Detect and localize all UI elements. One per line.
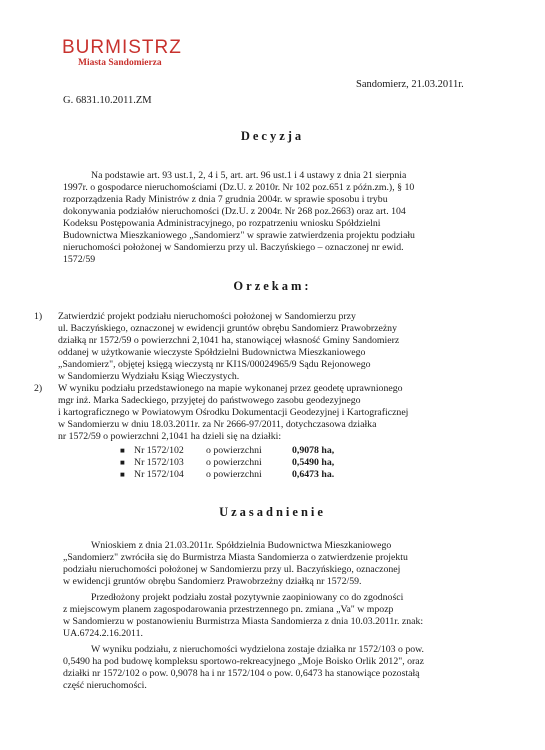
item-line: działką nr 1572/59 o powierzchni 2,1041 ha, stanowiącej własność Gminy Sandomierz <box>58 335 400 346</box>
item-number: 2) <box>34 383 43 394</box>
parcel-area: 0,9078 ha, <box>292 445 335 456</box>
intro-line: Kodeksu Postępowania Administracyjnego, po rozpatrzeniu wniosku Spółdzielni <box>63 218 381 229</box>
bullet-icon: ■ <box>120 470 125 479</box>
parcel-row <box>120 457 334 469</box>
intro-line: 1572/59 <box>63 254 96 265</box>
justification-line: działki nr 1572/102 o pow. 0,9078 ha i nr 1572/104 o pow. 0,6473 ha stanowiące pozostałą <box>63 668 420 679</box>
bullet-icon: ■ <box>120 446 125 455</box>
item-line: w Sandomierzu w dniu 18.03.2011r. za Nr 2666-97/2011, dotychczasowa działka <box>58 419 377 430</box>
justification-line: w Sandomierzu w postanowieniu Burmistrza Miasta Sandomierza z dnia 10.03.2011r. znak: <box>63 616 424 627</box>
justification-line: część nieruchomości. <box>63 680 147 691</box>
parcel-row <box>120 469 334 481</box>
intro-line: Na podstawie art. 93 ust.1, 2, 4 i 5, art. art. 96 ust.1 i 4 ustawy z dnia 21 sierpnia <box>91 170 407 181</box>
document-number: G. 6831.10.2011.ZM <box>63 95 152 106</box>
parcel-area-label: o powierzchni <box>206 445 262 456</box>
parcel-area-label: o powierzchni <box>206 469 262 480</box>
ruling-item-2 <box>34 383 504 443</box>
intro-line: nieruchomości położonej w Sandomierzu przy ul. Baczyńskiego – oznaczonej nr ewid. <box>63 242 404 253</box>
intro-line: 1997r. o gospodarce nieruchomościami (Dz.U. z 2010r. Nr 102 poz.651 z późn.zm.), § 10 <box>63 182 415 193</box>
justification-line: 0,5490 ha pod budowę kompleksu sportowo-rekreacyjnego „Moje Boisko Orlik 2012", oraz <box>63 656 424 667</box>
parcel-area-label: o powierzchni <box>206 457 262 468</box>
parcel-number: Nr 1572/102 <box>134 445 184 456</box>
item-line: w Sandomierzu Wydziału Ksiąg Wieczystych. <box>58 371 240 382</box>
item-number: 1) <box>34 311 43 322</box>
item-line: Zatwierdzić projekt podziału nieruchomości położonej w Sandomierzu przy <box>58 311 356 322</box>
justification-paragraph-2 <box>63 592 492 640</box>
place-date: Sandomierz, 21.03.2011r. <box>356 79 464 90</box>
intro-line: dokonywania podziałów nieruchomości (Dz.U. z 2004r. Nr 268 poz.2663) oraz art. 104 <box>63 206 406 217</box>
parcel-area: 0,5490 ha, <box>292 457 335 468</box>
intro-line: Budownictwa Mieszkaniowego „Sandomierz" w sprawie zatwierdzenia projektu podziału <box>63 230 415 241</box>
ruling-item-1 <box>34 311 504 383</box>
intro-paragraph <box>63 170 492 266</box>
intro-line: rozporządzenia Rady Ministrów z dnia 7 grudnia 2004r. w sprawie sposobu i trybu <box>63 194 388 205</box>
parcel-list <box>120 445 334 481</box>
item-line: „Sandomierz", objętej księgą wieczystą nr KI1S/00024965/9 Sądu Rejonowego <box>58 359 371 370</box>
heading-decision: Decyzja <box>240 129 305 143</box>
parcel-row <box>120 445 334 457</box>
parcel-number: Nr 1572/103 <box>134 457 184 468</box>
item-line: nr 1572/59 o powierzchni 2,1041 ha dzieli się na działki: <box>58 431 282 442</box>
item-line: W wyniku podziału przedstawionego na mapie wykonanej przez geodetę uprawnionego <box>58 383 403 394</box>
item-line: i kartograficznego w Powiatowym Ośrodku Dokumentacji Geodezyjnej i Kartograficznej <box>58 407 409 418</box>
item-line: ul. Baczyńskiego, oznaczonej w ewidencji gruntów obrębu Sandomierz Prawobrzeżny <box>58 323 397 334</box>
heading-justification: Uzasadnienie <box>219 505 326 519</box>
item-line: oddanej w użytkowanie wieczyste Spółdzielni Budownictwa Mieszkaniowego <box>58 347 366 358</box>
bullet-icon: ■ <box>120 458 125 467</box>
justification-line: w ewidencji gruntów obrębu Sandomierz Prawobrzeżny działką nr 1572/59. <box>63 576 362 587</box>
parcel-number: Nr 1572/104 <box>134 469 184 480</box>
justification-paragraph-1 <box>63 540 492 588</box>
justification-line: W wyniku podziału, z nieruchomości wydzielona zostaje działka nr 1572/103 o pow. <box>91 644 425 655</box>
justification-line: z miejscowym planem zagospodarowania przestrzennego pn. zmiana „Va" w mpozp <box>63 604 394 615</box>
justification-line: UA.6724.2.16.2011. <box>63 628 143 639</box>
stamp-subtitle: Miasta Sandomierza <box>78 58 162 68</box>
justification-line: podziału nieruchomości położonej w Sandomierzu przy ul. Baczyńskiego, oznaczonej <box>63 564 401 575</box>
stamp-title: BURMISTRZ <box>62 37 182 58</box>
justification-line: Wnioskiem z dnia 21.03.2011r. Spółdzielnia Budownictwa Mieszkaniowego <box>91 540 392 551</box>
item-line: mgr inż. Marka Sadeckiego, przyjętej do państwowego zasobu geodezyjnego <box>58 395 361 406</box>
mayor-stamp <box>62 38 182 69</box>
justification-line: „Sandomierz" zwróciła się do Burmistrza Miasta Sandomierza o zatwierdzenie projektu <box>63 552 408 563</box>
heading-orzekam: Orzekam: <box>233 279 312 293</box>
justification-line: Przedłożony projekt podziału został pozytywnie zaopiniowany co do zgodności <box>91 592 404 603</box>
justification-paragraph-3 <box>63 644 492 692</box>
parcel-area: 0,6473 ha. <box>292 469 335 480</box>
